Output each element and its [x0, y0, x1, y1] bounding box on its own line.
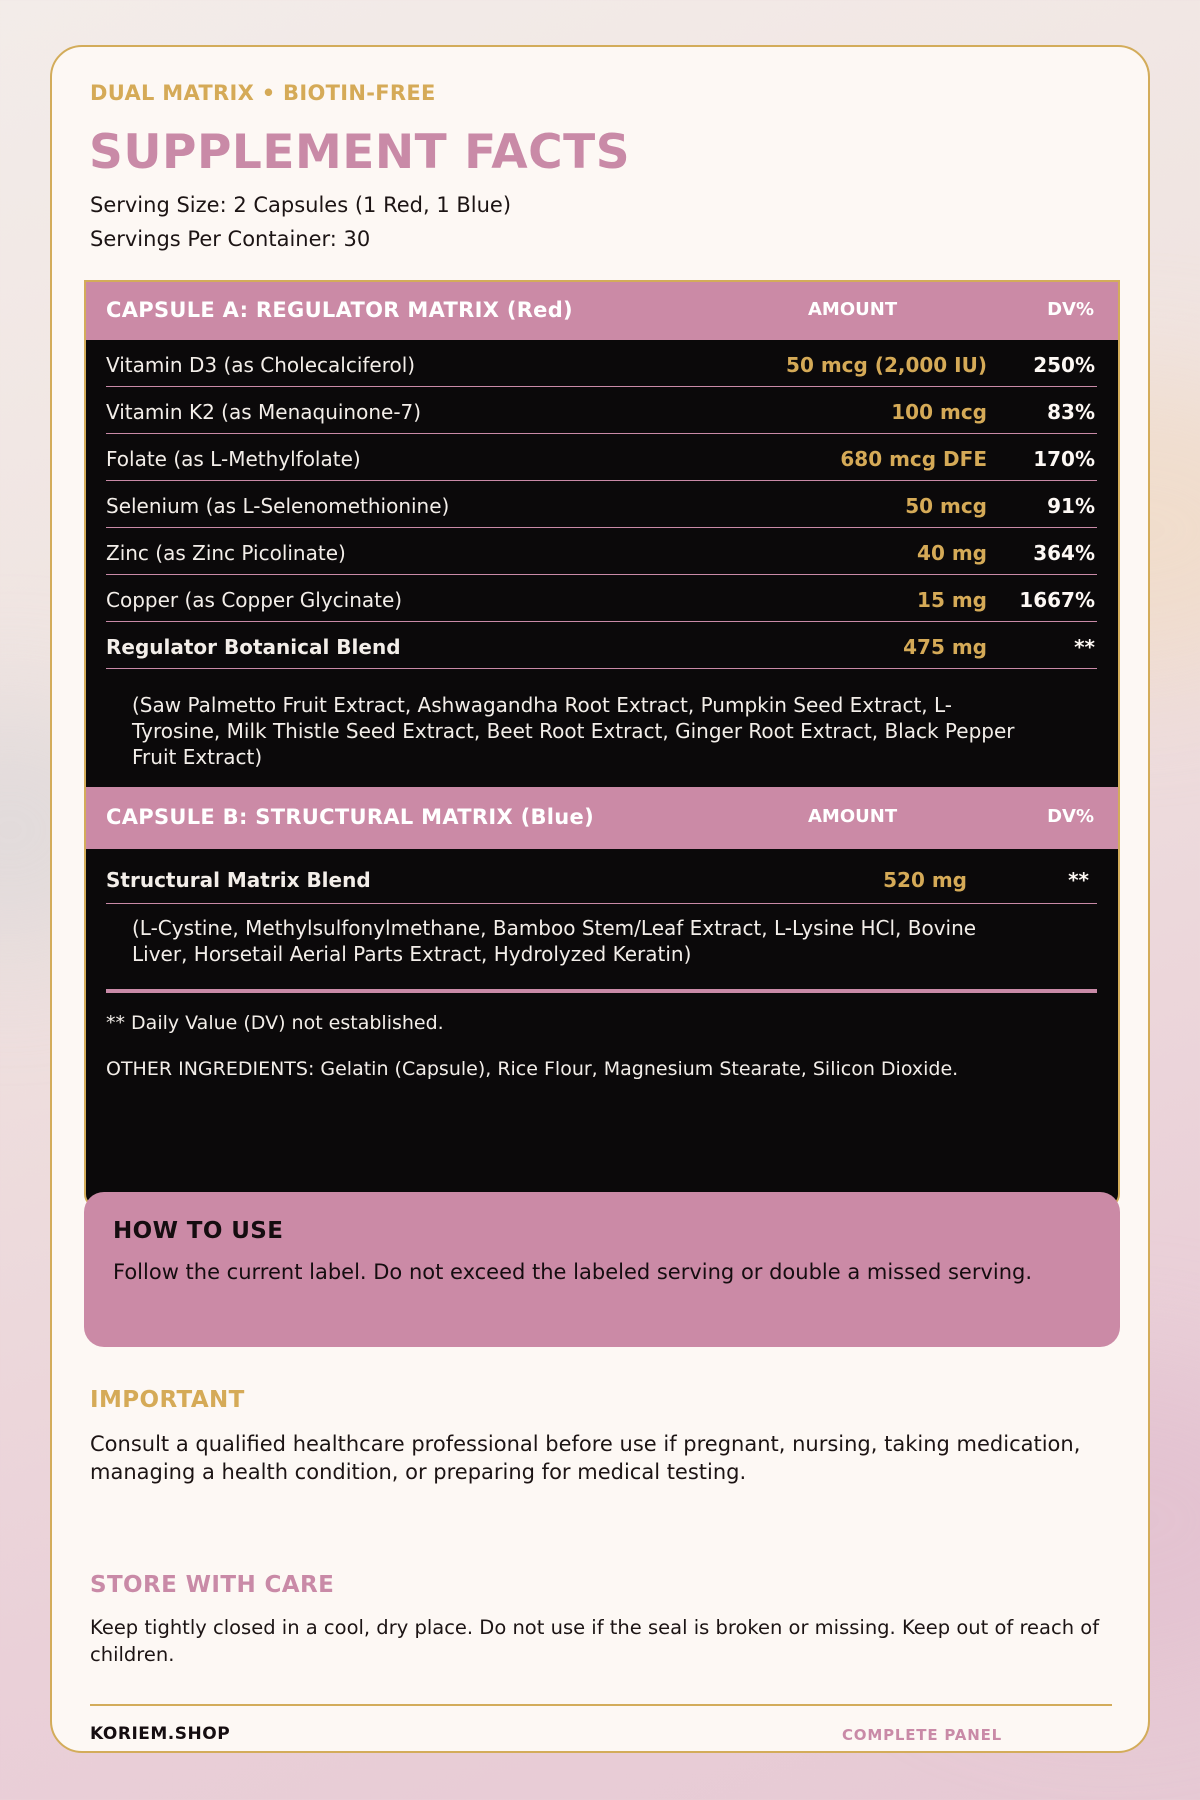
- blend-ingredients: (L-Cystine, Methylsulfonylmethane, Bamboo Stem/Leaf Extract, L-Lysine HCl, Bovine Liver, Horsetail Aerial Parts Extract, Hydrolyzed Keratin): [132, 916, 977, 966]
- capsule-a-header: [86, 282, 1118, 340]
- capsule-b-title: CAPSULE B: STRUCTURAL MATRIX (Blue): [106, 805, 594, 829]
- amount-column-header: AMOUNT: [808, 299, 898, 320]
- capsule-b-header: [86, 787, 1118, 849]
- serving-size: Serving Size: 2 Capsules (1 Red, 1 Blue): [90, 193, 512, 217]
- nutrient-row: [106, 481, 1097, 528]
- nutrient-amount: 40 mg: [917, 541, 987, 565]
- divider: [106, 989, 1097, 993]
- nutrient-name: Vitamin D3 (as Cholecalciferol): [106, 353, 416, 377]
- blend-name: Structural Matrix Blend: [106, 868, 371, 892]
- blend-ingredients: (Saw Palmetto Fruit Extract, Ashwagandha Root Extract, Pumpkin Seed Extract, L-Tyrosine, Milk Thistle Seed Extract, Beet Root Extract, Ginger Root Extract, Black Pepper Fruit Extract): [132, 693, 1015, 769]
- nutrient-amount: 50 mcg: [905, 494, 987, 518]
- store-text: Keep tightly closed in a cool, dry place. Do not use if the seal is broken or missing. Keep out of reach of children.: [90, 1616, 1100, 1666]
- dv-column-header: DV%: [1047, 806, 1094, 827]
- nutrient-name: Vitamin K2 (as Menaquinone-7): [106, 400, 422, 424]
- how-to-use-heading: HOW TO USE: [113, 1218, 284, 1244]
- nutrient-amount: 15 mg: [917, 588, 987, 612]
- nutrient-dv: 91%: [1047, 494, 1095, 518]
- supplement-facts-panel: [84, 280, 1120, 1208]
- nutrient-amount: 100 mcg: [891, 400, 987, 424]
- nutrient-name: Selenium (as L-Selenomethionine): [106, 494, 450, 518]
- nutrient-amount: 50 mcg (2,000 IU): [786, 353, 987, 377]
- blend-amount: 520 mg: [883, 868, 967, 892]
- servings-per-container: Servings Per Container: 30: [90, 227, 371, 251]
- nutrient-row: [106, 528, 1097, 575]
- nutrient-row: [106, 387, 1097, 434]
- amount-column-header: AMOUNT: [808, 806, 898, 827]
- other-ingredients: OTHER INGREDIENTS: Gelatin (Capsule), Rice Flour, Magnesium Stearate, Silicon Dioxide.: [106, 1058, 959, 1080]
- nutrient-row: [106, 434, 1097, 481]
- store-heading: STORE WITH CARE: [90, 1572, 335, 1598]
- nutrient-dv: 83%: [1047, 400, 1095, 424]
- blend-row: [106, 852, 1097, 904]
- blend-name: Regulator Botanical Blend: [106, 635, 401, 659]
- footer-tag: COMPLETE PANEL: [842, 1726, 1002, 1744]
- divider: [90, 1704, 1112, 1706]
- blend-dv: **: [1074, 635, 1095, 659]
- footer-site: KORIEM.SHOP: [90, 1724, 231, 1744]
- page-title: SUPPLEMENT FACTS: [89, 125, 631, 180]
- important-text: Consult a qualified healthcare professional before use if pregnant, nursing, taking medication, managing a health condition, or preparing for medical testing.: [90, 1432, 1081, 1484]
- label-card: [50, 45, 1150, 1753]
- nutrient-name: Copper (as Copper Glycinate): [106, 588, 403, 612]
- nutrient-dv: 170%: [1033, 447, 1095, 471]
- how-to-use-text: Follow the current label. Do not exceed the labeled serving or double a missed serving.: [113, 1260, 1033, 1284]
- nutrient-row: [106, 340, 1097, 387]
- nutrient-dv: 1667%: [1019, 588, 1095, 612]
- how-to-use-box: [84, 1192, 1120, 1347]
- blend-dv: **: [1068, 868, 1089, 892]
- nutrient-row: [106, 575, 1097, 622]
- nutrient-name: Zinc (as Zinc Picolinate): [106, 541, 346, 565]
- blend-amount: 475 mg: [903, 635, 987, 659]
- dv-note: ** Daily Value (DV) not established.: [106, 1012, 444, 1034]
- important-heading: IMPORTANT: [90, 1387, 245, 1413]
- dv-column-header: DV%: [1047, 299, 1094, 320]
- nutrient-name: Folate (as L-Methylfolate): [106, 447, 361, 471]
- nutrient-amount: 680 mcg DFE: [840, 447, 987, 471]
- kicker: DUAL MATRIX • BIOTIN-FREE: [90, 81, 436, 105]
- nutrient-dv: 250%: [1033, 353, 1095, 377]
- blend-row: [106, 622, 1097, 669]
- nutrient-dv: 364%: [1033, 541, 1095, 565]
- capsule-a-title: CAPSULE A: REGULATOR MATRIX (Red): [106, 298, 573, 322]
